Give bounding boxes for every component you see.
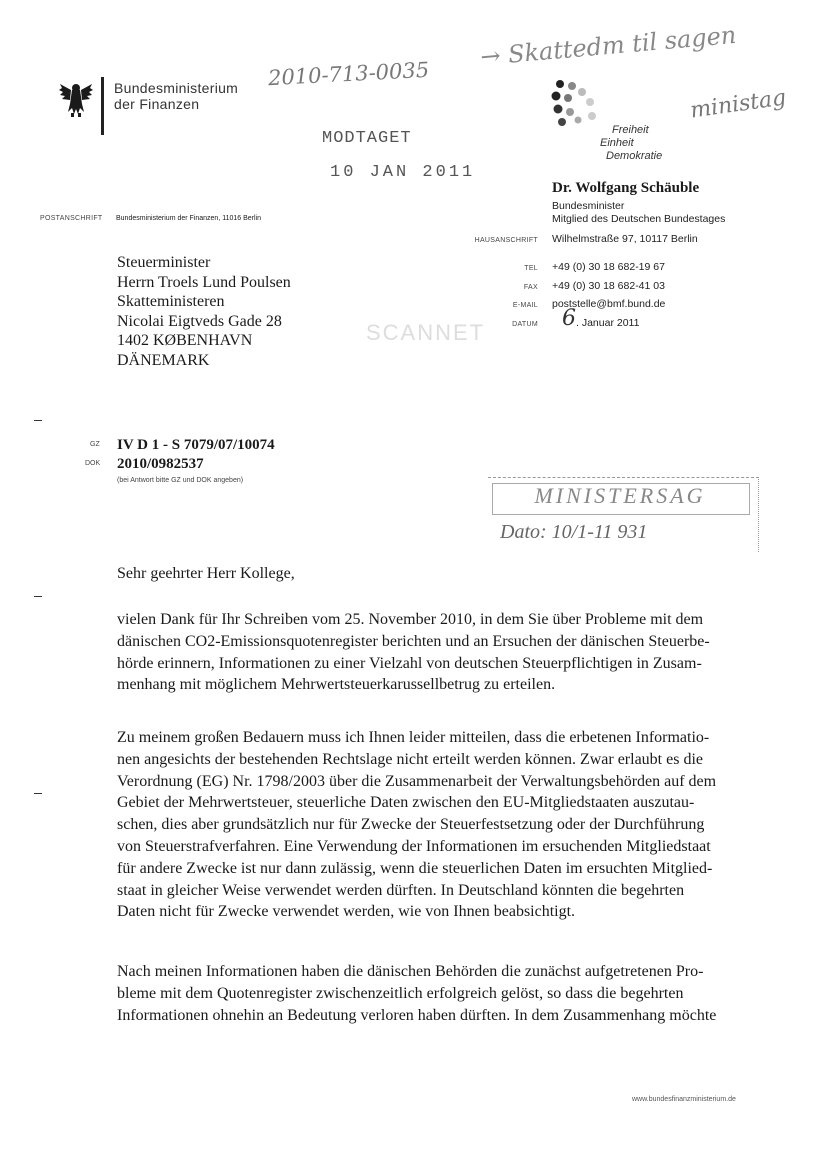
handwritten-case-number: 2010-713-0035	[267, 57, 430, 91]
ministry-name-line-1: Bundesministerium	[114, 80, 239, 96]
text-line: Nach meinen Informationen haben die dänischen Behörden die zunächst aufgetretenen Pro-	[117, 963, 704, 980]
text-line: Gebiet der Mehrwertsteuer, steuerliche Daten zwischen den EU-Mitgliedstaaten auszutau-	[117, 794, 695, 812]
sender-title-line-1: Bundesminister	[552, 200, 625, 212]
text-line: hörde erinnern, Informationen zu einer Vielzahl von deutschen Steuerpflichtigen in Zusam-	[117, 654, 702, 672]
received-stamp: MODTAGET	[322, 129, 412, 148]
text-line: staat in gleicher Weise verwendet werden dürften. In Deutschland könnten die begehrten	[117, 881, 685, 899]
recipient-line: DÄNEMARK	[117, 351, 210, 369]
dok-label: DOK	[85, 460, 101, 467]
motto-line: Freiheit	[612, 124, 649, 136]
hausanschrift-label: HAUSANSCHRIFT	[474, 237, 538, 244]
reference-note: (bei Antwort bitte GZ und DOK angeben)	[117, 477, 244, 484]
sender-title-line-2: Mitglied des Deutschen Bundestages	[552, 213, 726, 225]
text-line: Zu meinem großen Bedauern muss ich Ihnen leider mitteilen, dass die erbetenen Informatio-	[117, 729, 710, 746]
motto-dots-icon	[548, 76, 608, 136]
motto	[600, 124, 662, 163]
text-line: nen angesichts der bestehenden Rechtslage nicht erteilt werden können. Zwar erlaubt es die	[117, 750, 703, 768]
email-value: poststelle@bmf.bund.de	[552, 298, 666, 310]
recipient-line: Nicolai Eigtveds Gade 28	[117, 312, 282, 330]
paragraph-1	[117, 609, 757, 696]
ministersag-date: Dato: 10/1-11 931	[500, 521, 648, 543]
text-line: Informationen ohnehin an Bedeutung verloren haben dürften. In dem Zusammenhang möchte	[117, 1006, 717, 1024]
text-line: menhang mit möglichem Mehrwertsteuerkarussellbetrug zu erteilen.	[117, 676, 556, 694]
dok-reference: 2010/0982537	[117, 456, 204, 472]
margin-mark	[34, 420, 42, 421]
email-label: E-MAIL	[512, 302, 538, 309]
received-stamp-date: 10 JAN 2011	[330, 163, 476, 182]
margin-mark	[34, 793, 42, 794]
tel-value: +49 (0) 30 18 682-19 67	[552, 261, 665, 273]
text-line: für andere Zwecke ist nur dann zulässig, wenn die steuerlichen Daten im ersuchten Mitglied-	[117, 859, 713, 877]
ministry-name-line-2: der Finanzen	[114, 96, 200, 112]
paragraph-2	[117, 727, 757, 923]
text-line: Verordnung (EG) Nr. 1798/2003 über die Zusammenarbeit der Verwaltungsbehörden auf dem	[117, 772, 717, 790]
motto-line: Demokratie	[606, 150, 663, 162]
text-line: vielen Dank für Ihr Schreiben vom 25. November 2010, in dem Sie über Probleme mit dem	[117, 611, 704, 628]
recipient-line: Skatteministeren	[117, 293, 225, 310]
tel-label: TEL	[524, 265, 538, 272]
postanschrift-value: Bundesministerium der Finanzen, 11016 Berlin	[116, 215, 262, 222]
fax-label: FAX	[523, 284, 538, 291]
margin-mark	[34, 596, 42, 597]
fax-value: +49 (0) 30 18 682-41 03	[552, 280, 665, 292]
footer-website: www.bundesfinanzministerium.de	[632, 1096, 736, 1103]
logo-divider	[101, 77, 104, 135]
text-line: bleme mit dem Quotenregister zwischenzeitlich erfolgreich gelöst, so dass die begehrten	[117, 984, 684, 1002]
recipient-line: Steuerminister	[117, 254, 211, 271]
text-line: Daten nicht für Zwecke verwendet werden, wie von Ihnen beabsichtigt.	[117, 903, 576, 921]
recipient-address	[117, 253, 291, 370]
text-line: dänischen CO2-Emissionsquotenregister berichten und an Ersuchen der dänischen Steuerbe-	[117, 632, 710, 650]
paragraph-3	[117, 961, 757, 1026]
ministry-name	[114, 80, 238, 112]
gz-label: GZ	[90, 441, 100, 448]
handwritten-note-2: ministag	[688, 85, 788, 124]
text-line: schen, dies aber grundsätzlich nur für Zwecke der Steuerfestsetzung oder der Durchführung	[117, 816, 705, 834]
gz-reference: IV D 1 - S 7079/07/10074	[117, 437, 275, 453]
datum-value: . Januar 2011	[576, 317, 640, 329]
postanschrift-label: POSTANSCHRIFT	[40, 215, 103, 222]
motto-line: Einheit	[600, 137, 634, 149]
salutation: Sehr geehrter Herr Kollege,	[117, 565, 295, 582]
ministersag-stamp: MINISTERSAG	[534, 483, 706, 508]
sender-name: Dr. Wolfgang Schäuble	[552, 180, 700, 196]
recipient-line: 1402 KØBENHAVN	[117, 332, 253, 349]
text-line: von Steuerstrafverfahren. Eine Verwendung der Informationen im ersuchenden Mitgliedstaat	[117, 837, 711, 855]
sender-title	[552, 200, 725, 226]
recipient-line: Herrn Troels Lund Poulsen	[117, 273, 291, 291]
datum-handwritten-day: 6	[562, 306, 576, 331]
scanned-stamp: SCANNET	[366, 320, 486, 345]
handwritten-note: → Skattedm til sagen	[479, 20, 738, 72]
federal-eagle-icon	[58, 78, 94, 118]
hausanschrift-value: Wilhelmstraße 97, 10117 Berlin	[552, 233, 698, 245]
datum-label: DATUM	[512, 321, 538, 328]
